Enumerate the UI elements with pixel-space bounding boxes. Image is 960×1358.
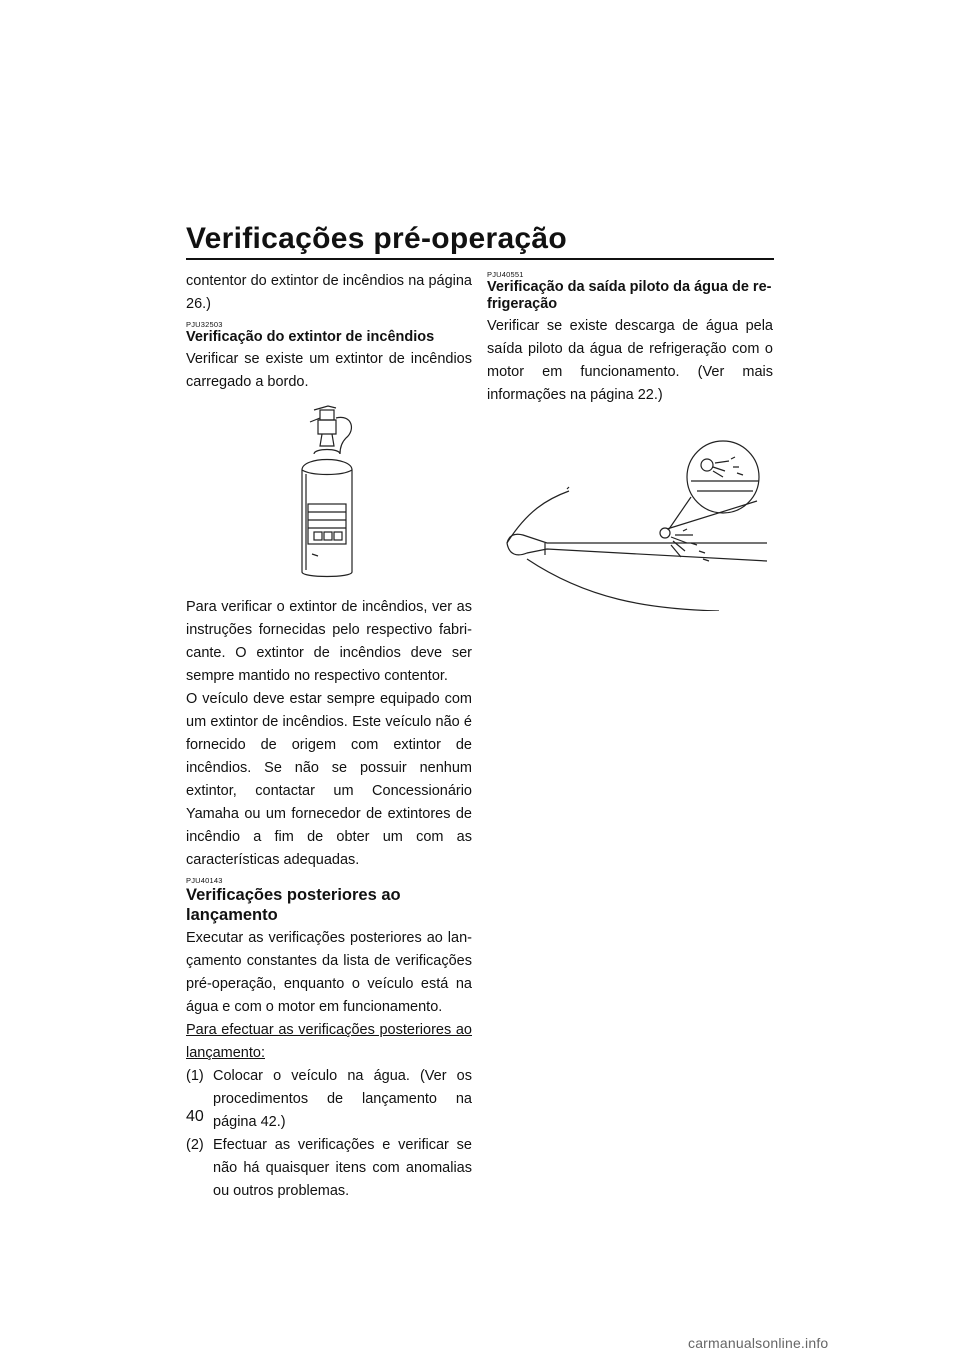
right-column xyxy=(487,270,773,611)
step-text: Colocar o veículo na água. (Ver os procedimentos de lançamento na página 42.) xyxy=(213,1068,472,1130)
procedure-steps xyxy=(186,1065,472,1203)
extinguisher-paragraph-1: Verificar se existe um extintor de incêndios carregado a bordo. xyxy=(186,351,472,390)
page-number: 40 xyxy=(186,1108,204,1125)
section-code: PJU32503 xyxy=(186,320,223,329)
heading-line-1: Verificações posteriores ao xyxy=(186,886,401,904)
extinguisher-paragraph-3: O veículo deve estar sempre equipado com um extintor de incêndios. Este veículo não é fornecido de origem com extintor de incêndios. Se não se possuir nenhum extintor, contactar um Concessionário Yamaha ou um fornecedor de extintores de incêndio a fim de obter um com as características adequadas. xyxy=(186,691,472,868)
procedure-title: Para efectuar as verificações posteriores ao lançamento: xyxy=(186,1022,472,1061)
pilot-water-paragraph: Verificar se existe descarga de água pela saída piloto da água de refrigeração com o motor em funcionamento. (Ver mais informações na página 22.) xyxy=(487,318,773,403)
section-heading-extinguisher: Verificação do extintor de incêndios xyxy=(186,329,435,345)
section-code: PJU40143 xyxy=(186,876,223,885)
section-code: PJU40551 xyxy=(487,270,524,279)
left-column xyxy=(186,270,472,1203)
step-text: Efectuar as verificações e verificar se não há quaisquer itens com anomalias ou outros problemas. xyxy=(213,1137,472,1199)
post-launch-paragraph: Executar as verificações posteriores ao lançamento constantes da lista de verificações pré-operação, enquanto o veículo está na água e com o motor em funcionamento. xyxy=(186,930,472,1015)
list-item xyxy=(186,1134,472,1203)
watermark: carmanualsonline.info xyxy=(688,1335,829,1351)
extinguisher-paragraph-2: Para verificar o extintor de incêndios, ver as instruções fornecidas pelo respectivo fabricante. O extintor de incêndios deve ser sempre mantido no respectivo contentor. xyxy=(186,599,472,684)
pilot-water-outlet-illustration xyxy=(487,431,777,611)
step-number: (2) xyxy=(186,1137,204,1153)
heading-line-2: lançamento xyxy=(186,906,278,924)
fire-extinguisher-illustration xyxy=(284,404,374,584)
page-title: Verificações pré-operação xyxy=(186,222,568,255)
section-heading-pilot-water: Verificação da saída piloto da água de refrigeração xyxy=(487,279,772,312)
title-rule xyxy=(186,258,774,260)
step-number: (1) xyxy=(186,1068,204,1084)
intro-text: contentor do extintor de incêndios na página 26.) xyxy=(186,273,472,312)
list-item xyxy=(186,1065,472,1134)
section-heading-post-launch xyxy=(186,885,472,925)
